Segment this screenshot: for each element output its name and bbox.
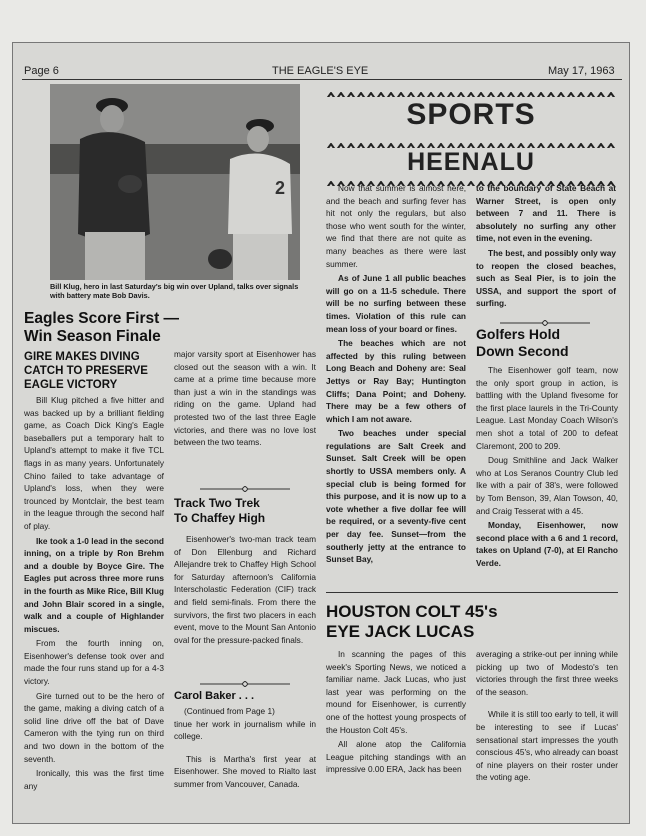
track-article — [174, 533, 316, 646]
eagles-subhead: GIRE MAKES DIVING CATCH TO PRESERVE EAGLE VICTORY — [24, 351, 148, 391]
eagles-column-1 — [24, 394, 164, 794]
header-rule — [22, 79, 622, 80]
eagles-column-2 — [174, 348, 316, 449]
heenalu-paragraph-2: As of June 1 all public beaches will go on a 11-5 schedule. There will be no surfing between these times. Violation of this rule can mean loss of your board or fines. — [326, 273, 466, 334]
heenalu-paragraph-5: to the boundary of State Beach at Warner Street, is open only between 7 and 11. There is absolutely no surfing any other time, not even in the evening. — [476, 183, 616, 244]
issue-date: May 17, 1963 — [548, 65, 615, 77]
carol-paragraph-1: tinue her work in journalism while in college. — [174, 718, 316, 742]
colt-headline-line2: EYE JACK LUCAS — [326, 622, 475, 641]
track-paragraph-1: Eisenhower's two-man track team of Don Ellenburg and Richard Allejandre trek to Chaffey High School for Saturday afternoon's California Interscholastic Federation (CIF) track and field semi-finals. From there the survivors, the first two placers in each event, move to the Mount San Antonio oval for the pressure-packed finals. — [174, 534, 316, 645]
baseball-photo — [50, 84, 300, 280]
colt-paragraph-1: In scanning the pages of this week's Sporting News, we noticed a familiar name. Jack Lucas, who just last year was performing on the mound for Eisenhower, is currently one of the hottest young prospects of the Houston Colt 45's. — [326, 649, 466, 735]
colt-headline-line1: HOUSTON COLT 45's — [326, 602, 498, 621]
banner-ornament-top — [326, 88, 616, 97]
page-number: Page 6 — [24, 65, 59, 77]
track-headline-line2: To Chaffey High — [174, 511, 266, 525]
golf-paragraph-2: Doug Smithline and Jack Walker who at Los Seranos Country Club led Ike with a pair of 38's, were followed by Tom Benson, 39, Alan Towson, 40, and Craig Tesserat with a 45. — [476, 455, 618, 516]
eagles-paragraph-5: Ironically, this was the first time any — [24, 768, 164, 791]
heenalu-column-1 — [326, 182, 466, 568]
heenalu-column-2 — [476, 182, 616, 312]
colt-paragraph-2: All alone atop the California League pitching standings with an impressive 0.00 ERA, Jack has been — [326, 739, 466, 775]
eagles-paragraph-6: major varsity sport at Eisenhower has closed out the season with a win. It came at a prime time because more than just a win in the standings was riding on the game. Upland had protested two of the last three Eagle victories, and there was no love lost between the two teams. — [174, 349, 316, 448]
heenalu-paragraph-3: The beaches which are not affected by this ruling between Long Beach and Doheny are: Seal Jettys or Ray Bay; Huntington Cliffs; Dana Point; and Doheny. There may be a few others of which I am not aware. — [326, 338, 466, 424]
divider-ornament — [200, 674, 290, 680]
section-rule — [326, 592, 618, 593]
heenalu-paragraph-4: Two beaches under special regulations are Salt Creek and Sunset. Salt Creek will be open shortly to USSA members only. A special club is being formed for this purpose, and it is now up to a vote whether a five dollar fee will be required, or a seventy-five cent per day fee. Sunset—from the southerly jetty at the entrance to Sunset Bay, — [326, 428, 466, 565]
heenalu-paragraph-1: Now that summer is almost here, and the beach and surfing fever has hit not only the regulars, but also those who went south for the winter, we find that there are not quite as many beaches as there were last summer. — [326, 183, 466, 269]
track-headline-line1: Track Two Trek — [174, 496, 260, 510]
golf-paragraph-1: The Eisenhower golf team, now the only sport group in action, is battling with the Upland fivesome for the first place laurels in the Tri-County League. Last Monday Coach Wilson's men shot a total of 200 to defeat Claremont, 200 to 209. — [476, 365, 618, 451]
svg-text:2: 2 — [275, 178, 286, 198]
heenalu-title: HEENALU — [407, 148, 535, 176]
eagles-headline-line2: Win Season Finale — [24, 328, 161, 345]
divider-ornament — [200, 479, 290, 485]
colt-paragraph-3: averaging a strike-out per inning while picking up two of Modesto's ten victories through the first three weeks of the season. — [476, 649, 618, 697]
eagles-paragraph-4: Gire turned out to be the hero of the game, making a diving catch of a solid line drive off the bat of Dave Cameron with the tying run on third and two down in the bottom of the seventh. — [24, 690, 164, 764]
paper-name: THE EAGLE'S EYE — [272, 65, 369, 77]
eagles-paragraph-2: Ike took a 1-0 lead in the second inning, on a triple by Ron Brehm and a double by Boyce Gire. The Eagles put across three more runs in the fourth as Mike Rice, Bill Klug and John Blair scored in a single, walk and a couple of Highlander miscues. — [24, 535, 164, 634]
colt-column-1 — [326, 648, 466, 778]
eagles-headline-line1: Eagles Score First — — [24, 310, 180, 327]
photo-caption: Bill Klug, hero in last Saturday's big win over Upland, talks over signals with battery mate Bob Davis. — [50, 282, 299, 300]
eagles-paragraph-1: Bill Klug pitched a five hitter and was backed up by a brilliant fielding game, as Coach Dick King's Eagle baseballers put a temporary halt to Upland's attempt to make it five TCL flags in as many years. Unfortunately Chino failed to take advantage of Upland's loss, when they were trounced by Montclair, the best team in the league through the second half of play. — [24, 395, 164, 531]
golf-paragraph-3: Monday, Eisenhower, now second place with a 6 and 1 record, takes on Upland (7-0), at El Rancho Verde. — [476, 520, 618, 568]
banner-ornament-middle — [326, 139, 616, 148]
heenalu-paragraph-6: The best, and possibly only way to reopen the closed beaches, such as Seal Pier, is to join the USSA, and support the sport of surfing. — [476, 247, 616, 309]
carol-continued: (Continued from Page 1) — [184, 706, 275, 716]
eagles-paragraph-3: From the fourth inning on, Eisenhower's defense took over and made the four runs stand up for a 4-3 victory. — [24, 638, 164, 687]
divider-ornament — [500, 313, 590, 319]
sports-title: SPORTS — [406, 98, 536, 131]
carol-paragraph-2: This is Martha's first year at Eisenhower. She moved to Rialto last summer from Vancouver, Canada. — [174, 753, 316, 789]
golf-article — [476, 364, 618, 572]
carol-headline: Carol Baker . . . — [174, 690, 255, 702]
carol-article — [174, 705, 316, 791]
golf-headline-line2: Down Second — [476, 343, 569, 359]
colt-column-2 — [476, 648, 618, 784]
colt-paragraph-4: While it is still too early to tell, it will be interesting to see if Lucas' sensational start impresses the youth conscious 45's, who already can boast of nine players on their roster under the voting age. — [476, 709, 618, 783]
golf-headline-line1: Golfers Hold — [476, 326, 561, 342]
